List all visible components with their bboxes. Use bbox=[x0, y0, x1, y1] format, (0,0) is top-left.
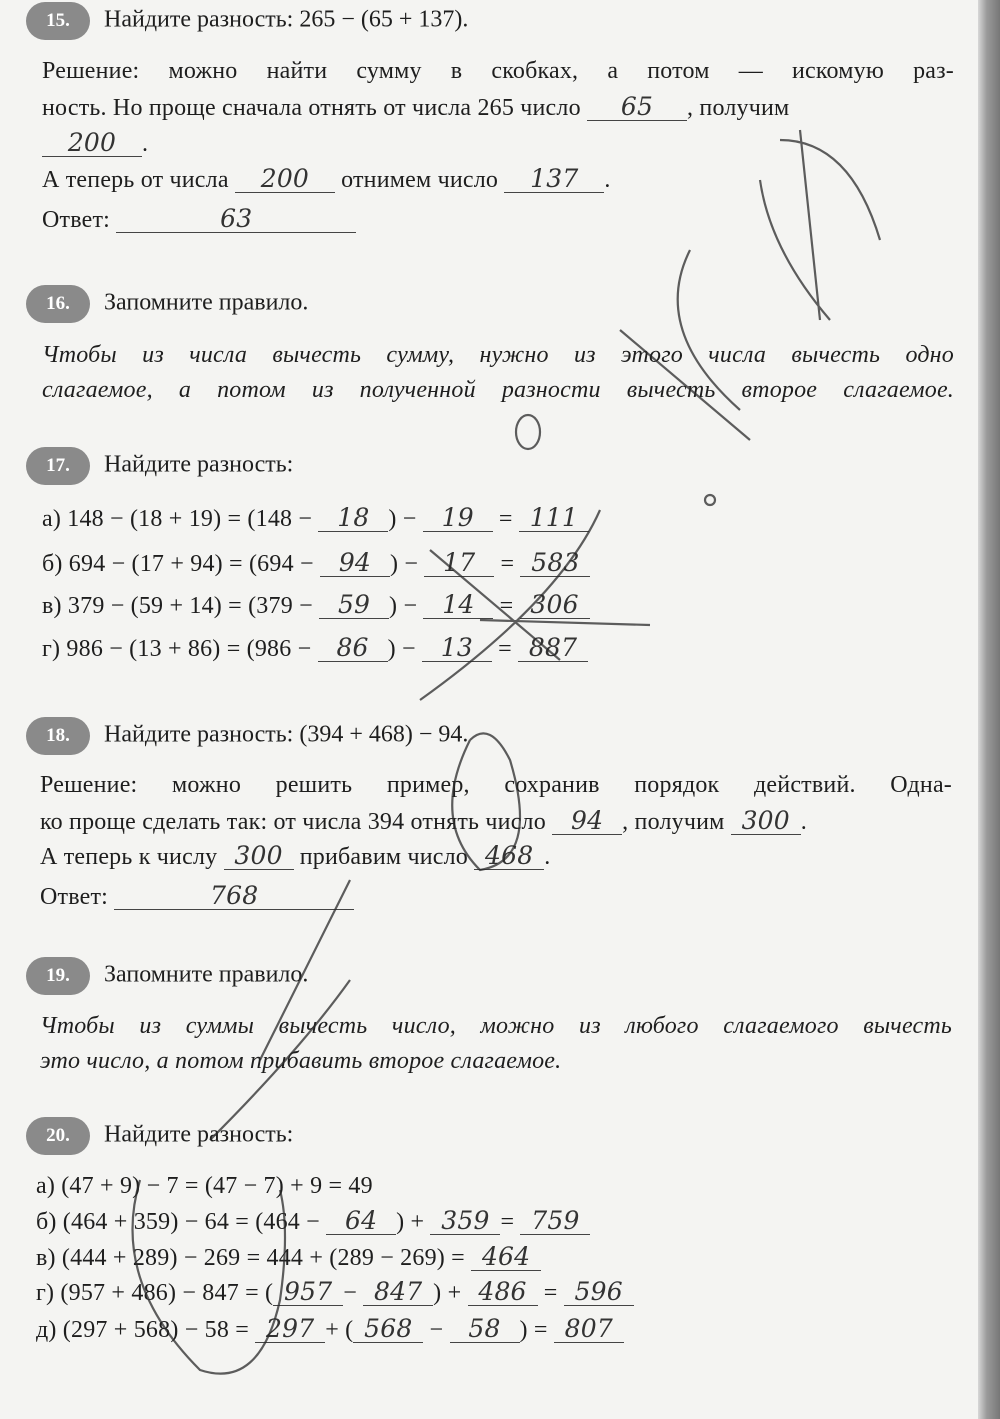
text: , получим bbox=[622, 809, 725, 835]
equation-row bbox=[36, 1316, 624, 1344]
exercise-title: Найдите разность: bbox=[104, 451, 294, 478]
exercise-17-header bbox=[26, 447, 293, 485]
text: ) = bbox=[519, 1317, 548, 1343]
answer-blank[interactable]: 86 bbox=[318, 635, 388, 662]
text-line bbox=[42, 130, 148, 158]
exercise-number: 17. bbox=[26, 447, 90, 485]
answer-blank[interactable]: 468 bbox=[474, 843, 544, 870]
exercise-16-header bbox=[26, 285, 308, 323]
text: = bbox=[543, 1280, 558, 1306]
answer-blank[interactable]: 887 bbox=[518, 635, 588, 662]
answer-label: Ответ: bbox=[42, 207, 111, 233]
text: отнимем число bbox=[341, 167, 499, 193]
text: ) + bbox=[396, 1209, 425, 1235]
exercise-title: Найдите разность: 265 − (65 + 137). bbox=[104, 6, 469, 33]
answer-blank[interactable]: 137 bbox=[504, 166, 604, 193]
answer-blank[interactable]: 200 bbox=[235, 166, 335, 193]
answer-blank[interactable]: 58 bbox=[450, 1316, 520, 1343]
answer-blank[interactable]: 19 bbox=[423, 505, 493, 532]
text: прибавим число bbox=[299, 844, 468, 870]
exercise-title: Найдите разность: bbox=[104, 1121, 294, 1148]
text: б) 694 − (17 + 94) = (694 − bbox=[42, 551, 314, 577]
answer-blank[interactable]: 65 bbox=[587, 94, 687, 121]
text-line bbox=[40, 843, 550, 871]
text: ) − bbox=[388, 506, 417, 532]
equation-row bbox=[36, 1244, 541, 1272]
answer-blank[interactable]: 596 bbox=[564, 1279, 634, 1306]
answer-blank[interactable]: 486 bbox=[468, 1279, 538, 1306]
page-edge bbox=[978, 0, 1000, 1419]
answer-blank[interactable]: 957 bbox=[273, 1279, 343, 1306]
answer-blank[interactable]: 64 bbox=[326, 1208, 396, 1235]
text: = bbox=[500, 1209, 515, 1235]
answer-blank[interactable]: 297 bbox=[255, 1316, 325, 1343]
equation-row bbox=[36, 1279, 634, 1307]
exercise-number: 20. bbox=[26, 1117, 90, 1155]
equation-row bbox=[36, 1208, 590, 1236]
exercise-number: 16. bbox=[26, 285, 90, 323]
answer-label: Ответ: bbox=[40, 884, 109, 910]
text: б) (464 + 359) − 64 = (464 − bbox=[36, 1209, 320, 1235]
rule-text: слагаемое, а потом из полученной разности вычесть второе слагаемое. bbox=[42, 377, 954, 403]
answer-blank[interactable]: 300 bbox=[224, 843, 294, 870]
equation-row bbox=[42, 635, 588, 663]
answer-line bbox=[40, 883, 354, 911]
exercise-20-header bbox=[26, 1117, 293, 1155]
answer-blank[interactable]: 94 bbox=[320, 550, 390, 577]
text: ко проще сделать так: от числа 394 отнять число bbox=[40, 809, 546, 835]
exercise-title: Запомните правило. bbox=[104, 961, 309, 988]
text: . bbox=[800, 809, 807, 835]
answer-blank[interactable]: 200 bbox=[42, 130, 142, 157]
text-line: Решение: можно найти сумму в скобках, а потом — искомую раз- bbox=[42, 58, 954, 84]
text: г) 986 − (13 + 86) = (986 − bbox=[42, 636, 312, 662]
exercise-number: 19. bbox=[26, 957, 90, 995]
exercise-title: Найдите разность: (394 + 468) − 94. bbox=[104, 721, 469, 748]
answer-blank[interactable]: 63 bbox=[116, 206, 356, 233]
answer-blank[interactable]: 111 bbox=[519, 505, 589, 532]
answer-blank[interactable]: 94 bbox=[552, 808, 622, 835]
rule-text: это число, а потом прибавить второе слагаемое. bbox=[40, 1048, 562, 1074]
answer-blank[interactable]: 17 bbox=[424, 550, 494, 577]
text: = bbox=[498, 636, 512, 662]
equation-row bbox=[42, 550, 590, 578]
text: . bbox=[544, 844, 551, 870]
answer-blank[interactable]: 464 bbox=[471, 1244, 541, 1271]
text: г) (957 + 486) − 847 = ( bbox=[36, 1280, 274, 1306]
text-line bbox=[42, 94, 954, 122]
answer-blank[interactable]: 568 bbox=[353, 1316, 423, 1343]
answer-blank[interactable]: 306 bbox=[520, 592, 590, 619]
exercise-18-header bbox=[26, 717, 468, 755]
text: = bbox=[498, 506, 513, 532]
text: ) − bbox=[387, 636, 416, 662]
text: ) − bbox=[389, 593, 418, 619]
text: + ( bbox=[325, 1317, 354, 1343]
pen-stroke bbox=[705, 495, 715, 505]
rule-text: Чтобы из числа вычесть сумму, нужно из этого числа вычесть одно bbox=[42, 342, 954, 368]
equation-row bbox=[42, 592, 590, 620]
text: д) (297 + 568) − 58 = bbox=[36, 1317, 249, 1343]
exercise-number: 18. bbox=[26, 717, 90, 755]
answer-blank[interactable]: 13 bbox=[422, 635, 492, 662]
pen-stroke bbox=[516, 415, 540, 449]
equation-row bbox=[42, 505, 589, 533]
text: а) 148 − (18 + 19) = (148 − bbox=[42, 506, 313, 532]
text: ность. Но проще сначала отнять от числа 265 число bbox=[42, 95, 581, 121]
answer-blank[interactable]: 59 bbox=[319, 592, 389, 619]
text: , получим bbox=[687, 95, 790, 121]
text-line bbox=[40, 808, 807, 836]
text: − bbox=[429, 1317, 444, 1343]
answer-line bbox=[42, 206, 356, 234]
text: ) + bbox=[433, 1280, 462, 1306]
text: А теперь к числу bbox=[40, 844, 218, 870]
answer-blank[interactable]: 583 bbox=[520, 550, 590, 577]
text: в) 379 − (59 + 14) = (379 − bbox=[42, 593, 313, 619]
text: ) − bbox=[389, 551, 419, 577]
text: в) (444 + 289) − 269 = 444 + (289 − 269) = bbox=[36, 1245, 465, 1271]
answer-blank[interactable]: 759 bbox=[520, 1208, 590, 1235]
exercise-15-header bbox=[26, 2, 468, 40]
answer-blank[interactable]: 300 bbox=[731, 808, 801, 835]
text: . bbox=[604, 167, 611, 193]
answer-blank[interactable]: 18 bbox=[318, 505, 388, 532]
rule-text: Чтобы из суммы вычесть число, можно из любого слагаемого вычесть bbox=[40, 1013, 952, 1039]
text: . bbox=[142, 131, 149, 157]
answer-blank[interactable]: 768 bbox=[114, 883, 354, 910]
text: = bbox=[499, 593, 514, 619]
answer-blank[interactable]: 14 bbox=[423, 592, 493, 619]
exercise-title: Запомните правило. bbox=[104, 289, 309, 316]
text-line: Решение: можно решить пример, сохранив порядок действий. Одна- bbox=[40, 772, 952, 798]
text: − bbox=[343, 1280, 357, 1306]
answer-blank[interactable]: 807 bbox=[554, 1316, 624, 1343]
answer-blank[interactable]: 359 bbox=[430, 1208, 500, 1235]
exercise-19-header bbox=[26, 957, 308, 995]
text-line bbox=[42, 166, 611, 194]
text: = bbox=[500, 551, 515, 577]
exercise-number: 15. bbox=[26, 2, 90, 40]
answer-blank[interactable]: 847 bbox=[363, 1279, 433, 1306]
text: А теперь от числа bbox=[42, 167, 229, 193]
equation-row: а) (47 + 9) − 7 = (47 − 7) + 9 = 49 bbox=[36, 1173, 373, 1199]
